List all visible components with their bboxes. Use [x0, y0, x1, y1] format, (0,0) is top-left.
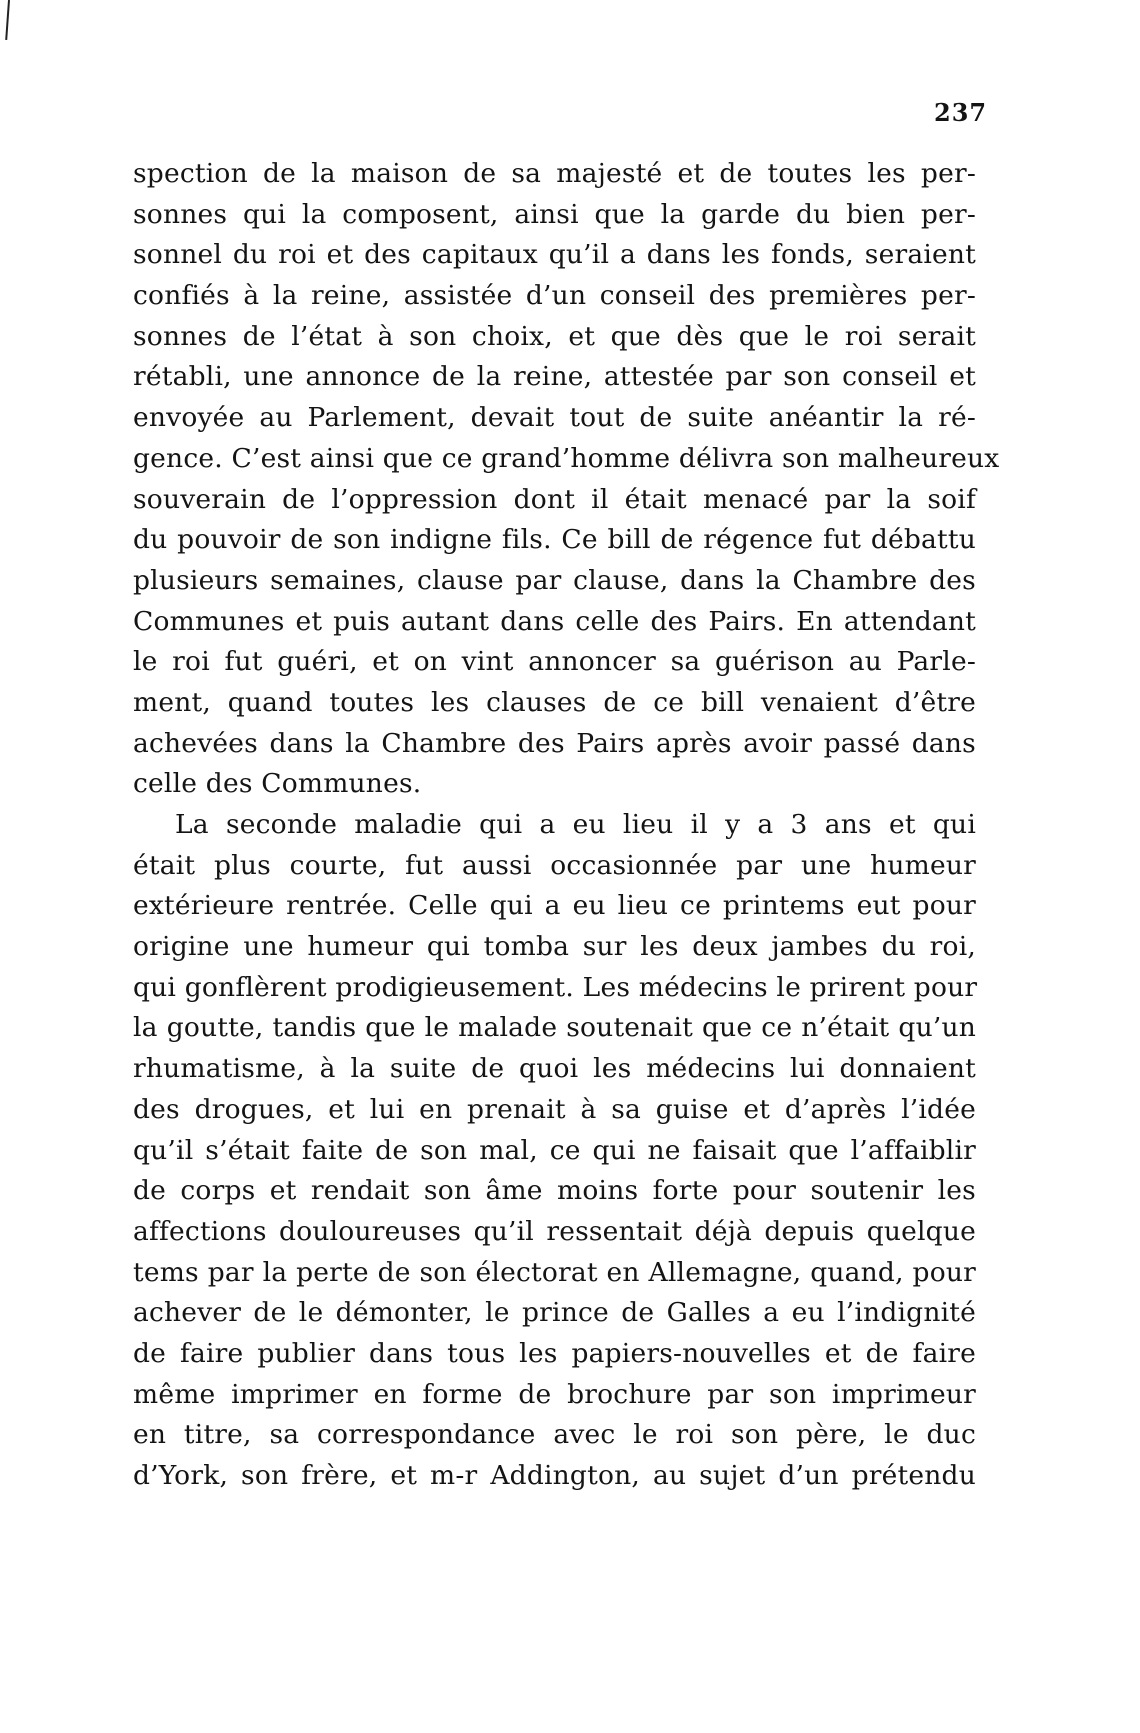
- text-line: en titre, sa correspondance avec le roi son père, le duc: [133, 1419, 976, 1451]
- text-line: envoyée au Parlement, devait tout de suite anéantir la ré-: [133, 402, 976, 434]
- text-line: confiés à la reine, assistée d’un conseil des premières per-: [133, 280, 976, 312]
- text-line: qu’il s’était faite de son mal, ce qui ne faisait que l’affaiblir: [133, 1134, 976, 1166]
- text-line: origine une humeur qui tomba sur les deux jambes du roi,: [133, 931, 976, 963]
- page-number: 237: [934, 98, 988, 127]
- text-line: sonnel du roi et des capitaux qu’il a dans les fonds, seraient: [133, 239, 976, 271]
- text-line: la goutte, tandis que le malade soutenait que ce n’était qu’un: [133, 1012, 976, 1044]
- body-text: [133, 154, 1000, 1497]
- paragraph-end-line: celle des Communes.: [133, 768, 422, 800]
- text-line: même imprimer en forme de brochure par son imprimeur: [133, 1378, 976, 1410]
- text-line: extérieure rentrée. Celle qui a eu lieu ce printems eut pour: [133, 890, 976, 922]
- text-line: affections douloureuses qu’il ressentait déjà depuis quelque: [133, 1215, 976, 1247]
- text-line: plusieurs semaines, clause par clause, dans la Chambre des: [133, 564, 976, 596]
- text-line: tems par la perte de son électorat en Allemagne, quand, pour: [133, 1256, 976, 1288]
- text-line: de corps et rendait son âme moins forte pour soutenir les: [133, 1175, 976, 1207]
- scan-margin-mark: [5, 0, 10, 40]
- text-line: ment, quand toutes les clauses de ce bill venaient d’être: [133, 686, 976, 718]
- text-line: des drogues, et lui en prenait à sa guise et d’après l’idée: [133, 1093, 976, 1125]
- text-line: sonnes qui la composent, ainsi que la garde du bien per-: [133, 198, 976, 230]
- text-line: le roi fut guéri, et on vint annoncer sa guérison au Parle-: [133, 646, 976, 678]
- text-line: qui gonflèrent prodigieusement. Les médecins le prirent pour: [133, 971, 978, 1003]
- text-line: achever de le démonter, le prince de Galles a eu l’indignité: [133, 1297, 976, 1329]
- text-line: rétabli, une annonce de la reine, attestée par son conseil et: [133, 361, 976, 393]
- text-line: de faire publier dans tous les papiers-nouvelles et de faire: [133, 1337, 976, 1369]
- paragraph-start-line: La seconde maladie qui a eu lieu il y a 3 ans et qui: [175, 809, 976, 840]
- text-line: achevées dans la Chambre des Pairs après avoir passé dans: [133, 727, 976, 759]
- text-line: Communes et puis autant dans celle des Pairs. En attendant: [133, 605, 976, 637]
- text-line: sonnes de l’état à son choix, et que dès que le roi serait: [133, 320, 976, 352]
- text-line: du pouvoir de son indigne fils. Ce bill de régence fut débattu: [133, 524, 976, 556]
- text-line: spection de la maison de sa majesté et de toutes les per-: [133, 158, 976, 189]
- text-line: souverain de l’oppression dont il était menacé par la soif: [133, 483, 976, 515]
- text-line: d’York, son frère, et m-r Addington, au sujet d’un prétendu: [133, 1460, 976, 1491]
- text-line: était plus courte, fut aussi occasionnée par une humeur: [133, 849, 976, 881]
- text-line: gence. C’est ainsi que ce grand’homme délivra son malheureux: [133, 442, 1000, 474]
- text-line: rhumatisme, à la suite de quoi les médecins lui donnaient: [133, 1053, 976, 1085]
